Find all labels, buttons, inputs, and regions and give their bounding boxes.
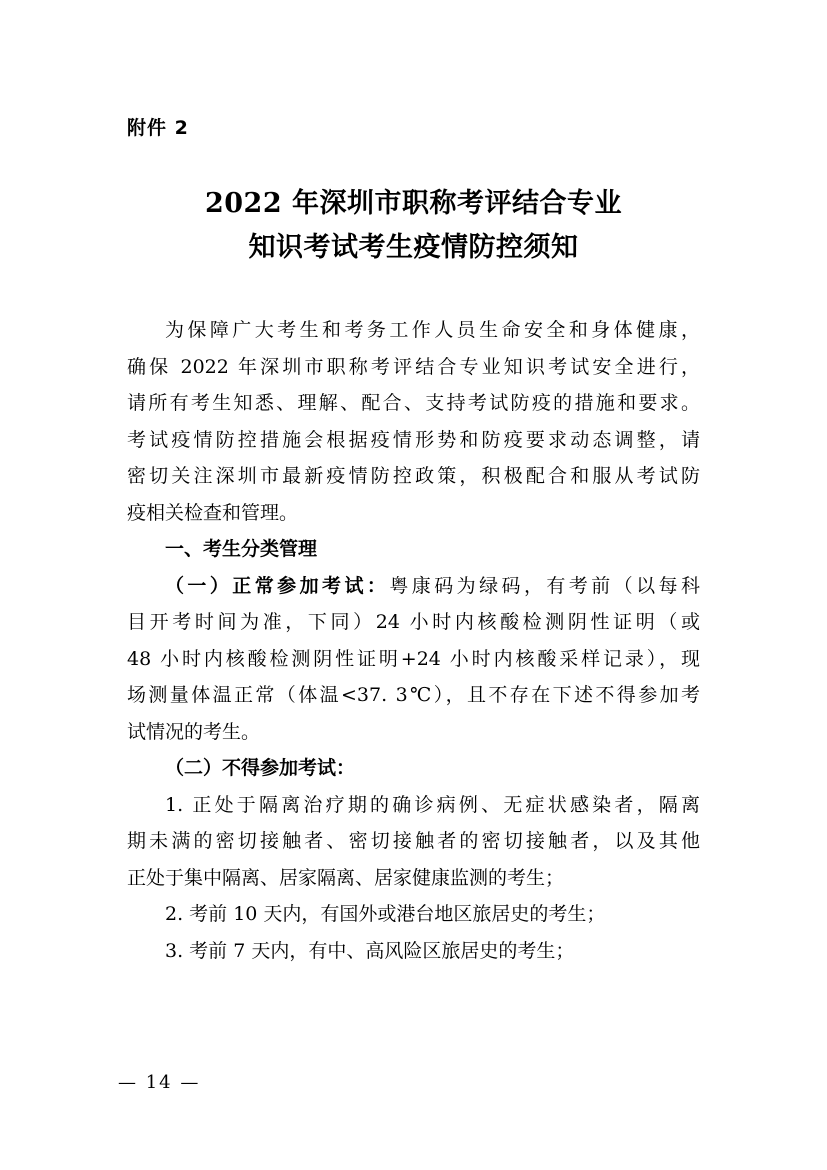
document-title-line-1: 2022 年深圳市职称考评结合专业 — [204, 188, 623, 219]
intro-line: 考试疫情防控措施会根据疫情形势和防疫要求动态调整，请 — [127, 428, 700, 451]
section-heading: 一、考生分类管理 — [165, 538, 318, 560]
normal-attendance-line: 48 小时内核酸检测阴性证明+24 小时内核酸采样记录），现 — [127, 647, 700, 670]
intro-line: 为保障广大考生和考务工作人员生命安全和身体健康， — [165, 319, 700, 341]
normal-attendance-line: 场测量体温正常（体温<37. 3℃），且不存在下述不得参加考 — [127, 684, 700, 706]
excluded-item-3: 3. 考前 7 天内，有中、高风险区旅居史的考生； — [165, 939, 575, 962]
intro-line: 请所有考生知悉、理解、配合、支持考试防疫的措施和要求。 — [127, 392, 700, 414]
excluded-item-1-line: 正处于集中隔离、居家隔离、居家健康监测的考生； — [127, 866, 565, 889]
intro-line: 确保 2022 年深圳市职称考评结合专业知识考试安全进行， — [127, 355, 700, 378]
attachment-label: 附件 2 — [127, 117, 189, 139]
normal-attendance-label: （一）正常参加考试： — [165, 574, 390, 597]
intro-line: 密切关注深圳市最新疫情防控政策，积极配合和服从考试防 — [127, 465, 700, 487]
excluded-item-2: 2. 考前 10 天内，有国外或港台地区旅居史的考生； — [165, 903, 606, 925]
excluded-item-1-line: 1. 正处于隔离治疗期的确诊病例、无症状感染者，隔离 — [165, 793, 700, 816]
document-body — [127, 312, 700, 969]
intro-line: 疫相关检查和管理。 — [127, 501, 299, 524]
normal-attendance-line: 目开考时间为准，下同）24 小时内核酸检测阴性证明（或 — [127, 611, 700, 633]
normal-attendance-first-line — [127, 568, 700, 605]
page-number: — 14 — — [118, 1072, 201, 1093]
excluded-label: （二）不得参加考试： — [165, 757, 356, 779]
normal-attendance-line: 试情况的考生。 — [127, 720, 261, 743]
document-title-line-2: 知识考试考生疫情防控须知 — [248, 232, 579, 263]
excluded-item-1-line: 期未满的密切接触者、密切接触者的密切接触者，以及其他 — [127, 830, 700, 852]
normal-attendance-text: 粤康码为绿码，有考前（以每科 — [389, 574, 700, 597]
